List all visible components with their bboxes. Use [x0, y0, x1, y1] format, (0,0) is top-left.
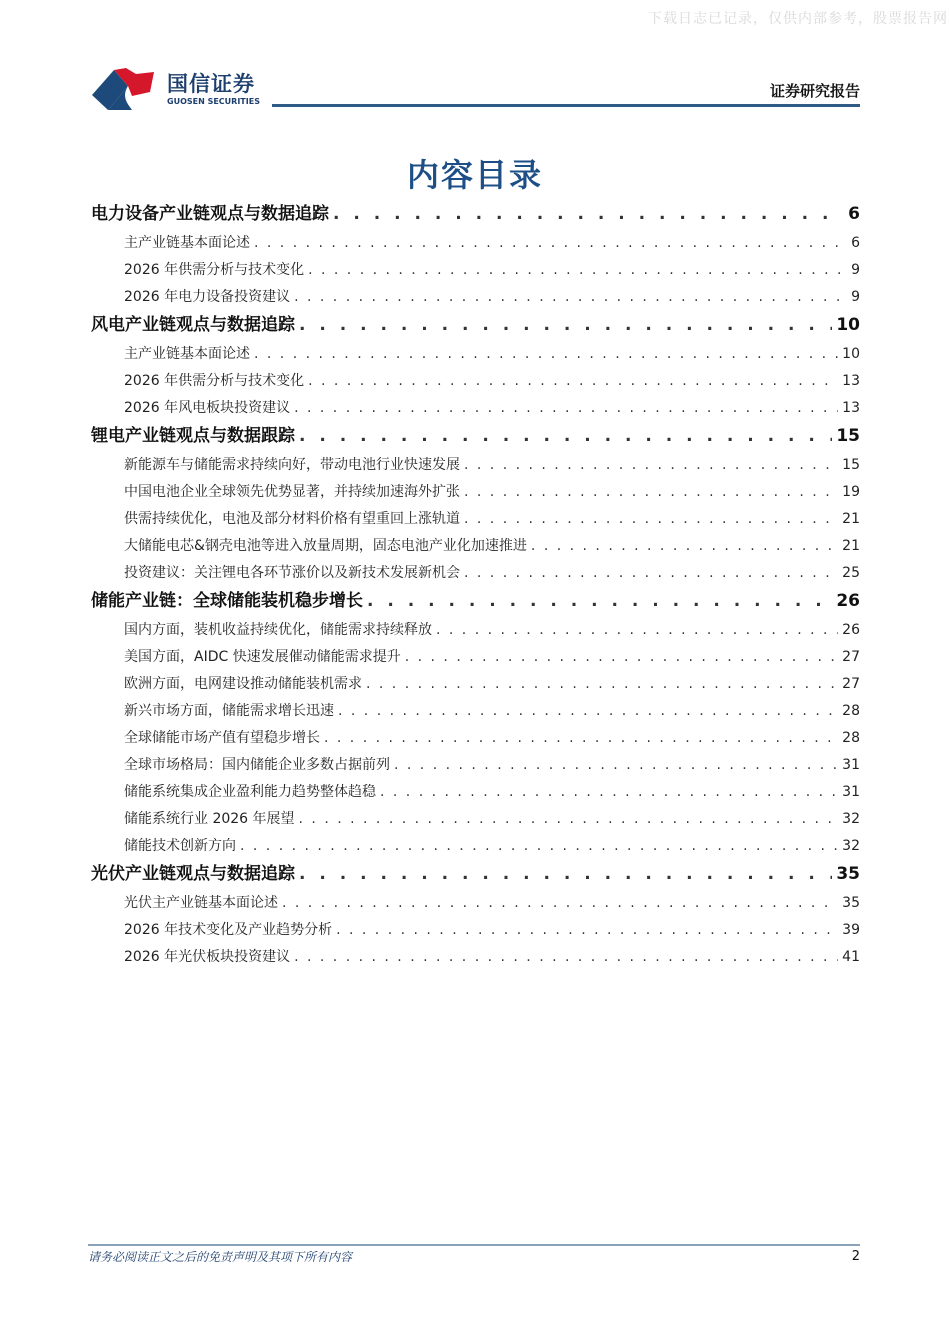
dot-leader	[299, 311, 832, 339]
toc-entry-label: 2026 年风电板块投资建议	[124, 400, 291, 416]
dot-leader	[294, 284, 842, 311]
page-number: 2	[851, 1249, 860, 1264]
toc-page-number: 35	[836, 864, 860, 884]
dot-leader	[464, 479, 838, 506]
dot-leader	[380, 779, 838, 806]
toc-subsection[interactable]	[91, 506, 860, 533]
toc-entry-label: 锂电产业链观点与数据跟踪	[91, 426, 295, 446]
toc-section[interactable]	[91, 422, 860, 452]
toc-page-number: 32	[842, 838, 860, 854]
dot-leader	[282, 890, 838, 917]
toc-subsection[interactable]	[91, 341, 860, 368]
toc-subsection[interactable]	[91, 779, 860, 806]
toc-section[interactable]	[91, 311, 860, 341]
toc-page-number: 28	[842, 730, 860, 746]
dot-leader	[464, 452, 838, 479]
table-of-contents	[91, 200, 860, 971]
toc-subsection[interactable]	[91, 479, 860, 506]
toc-subsection[interactable]	[91, 890, 860, 917]
toc-page-number: 15	[836, 426, 860, 446]
toc-page-number: 27	[842, 649, 860, 665]
toc-page-number: 27	[842, 676, 860, 692]
dot-leader	[324, 725, 838, 752]
dot-leader	[308, 257, 842, 284]
toc-subsection[interactable]	[91, 395, 860, 422]
toc-entry-label: 光伏主产业链基本面论述	[124, 895, 278, 911]
toc-subsection[interactable]	[91, 833, 860, 860]
toc-entry-label: 光伏产业链观点与数据追踪	[91, 864, 295, 884]
toc-entry-label: 电力设备产业链观点与数据追踪	[91, 204, 329, 224]
toc-page-number: 6	[848, 204, 860, 224]
toc-subsection[interactable]	[91, 698, 860, 725]
toc-page-number: 13	[842, 373, 860, 389]
dot-leader	[367, 587, 832, 615]
toc-section[interactable]	[91, 860, 860, 890]
toc-subsection[interactable]	[91, 917, 860, 944]
dot-leader	[254, 341, 838, 368]
toc-section[interactable]	[91, 200, 860, 230]
toc-page-number: 28	[842, 703, 860, 719]
dot-leader	[308, 368, 838, 395]
toc-page-number: 10	[836, 315, 860, 335]
dot-leader	[254, 230, 842, 257]
toc-subsection[interactable]	[91, 257, 860, 284]
toc-entry-label: 全球市场格局：国内储能企业多数占据前列	[124, 757, 390, 773]
toc-page-number: 21	[842, 511, 860, 527]
dot-leader	[436, 617, 838, 644]
dot-leader	[299, 422, 832, 450]
toc-page-number: 26	[842, 622, 860, 638]
toc-entry-label: 国内方面，装机收益持续优化，储能需求持续释放	[124, 622, 432, 638]
toc-entry-label: 中国电池企业全球领先优势显著，并持续加速海外扩张	[124, 484, 460, 500]
toc-entry-label: 新能源车与储能需求持续向好，带动电池行业快速发展	[124, 457, 460, 473]
toc-page-number: 19	[842, 484, 860, 500]
toc-entry-label: 储能系统行业 2026 年展望	[124, 811, 295, 827]
toc-page-number: 13	[842, 400, 860, 416]
toc-page-number: 32	[842, 811, 860, 827]
dot-leader	[464, 560, 838, 587]
guosen-logo	[92, 68, 262, 112]
watermark: 下载日志已记录，仅供内部参考，股票报告网	[648, 11, 948, 27]
toc-entry-label: 全球储能市场产值有望稳步增长	[124, 730, 320, 746]
toc-entry-label: 欧洲方面，电网建设推动储能装机需求	[124, 676, 362, 692]
toc-subsection[interactable]	[91, 725, 860, 752]
dot-leader	[294, 944, 838, 971]
logo-mark-icon	[92, 68, 162, 112]
dot-leader	[531, 533, 838, 560]
dot-leader	[405, 644, 838, 671]
dot-leader	[299, 860, 832, 888]
footer-disclaimer: 请务必阅读正文之后的免责声明及其项下所有内容	[88, 1250, 353, 1264]
dot-leader	[299, 806, 839, 833]
toc-entry-label: 2026 年电力设备投资建议	[124, 289, 291, 305]
toc-entry-label: 2026 年光伏板块投资建议	[124, 949, 291, 965]
dot-leader	[338, 698, 838, 725]
toc-entry-label: 投资建议：关注锂电各环节涨价以及新技术发展新机会	[124, 565, 460, 581]
dot-leader	[366, 671, 838, 698]
toc-page-number: 31	[842, 757, 860, 773]
toc-page-number: 35	[842, 895, 860, 911]
page-title: 内容目录	[406, 156, 543, 194]
header-divider	[272, 104, 860, 107]
toc-page-number: 41	[842, 949, 860, 965]
toc-entry-label: 储能技术创新方向	[124, 838, 236, 854]
toc-subsection[interactable]	[91, 944, 860, 971]
toc-page-number: 21	[842, 538, 860, 554]
toc-page-number: 15	[842, 457, 860, 473]
toc-subsection[interactable]	[91, 533, 860, 560]
toc-entry-label: 主产业链基本面论述	[124, 235, 250, 251]
toc-page-number: 25	[842, 565, 860, 581]
toc-entry-label: 供需持续优化，电池及部分材料价格有望重回上涨轨道	[124, 511, 460, 527]
toc-page-number: 39	[842, 922, 860, 938]
toc-subsection[interactable]	[91, 284, 860, 311]
dot-leader	[294, 395, 838, 422]
toc-subsection[interactable]	[91, 752, 860, 779]
dot-leader	[464, 506, 838, 533]
toc-page-number: 10	[842, 346, 860, 362]
brand-name-en: GUOSEN SECURITIES	[167, 97, 260, 106]
dot-leader	[333, 200, 842, 228]
toc-subsection[interactable]	[91, 617, 860, 644]
toc-subsection[interactable]	[91, 671, 860, 698]
toc-subsection[interactable]	[91, 644, 860, 671]
toc-entry-label: 新兴市场方面，储能需求增长迅速	[124, 703, 334, 719]
toc-page-number: 9	[851, 262, 860, 278]
toc-subsection[interactable]	[91, 368, 860, 395]
toc-page-number: 6	[851, 235, 860, 251]
toc-entry-label: 2026 年技术变化及产业趋势分析	[124, 922, 333, 938]
toc-subsection[interactable]	[91, 560, 860, 587]
toc-page-number: 9	[851, 289, 860, 305]
toc-subsection[interactable]	[91, 230, 860, 257]
dot-leader	[336, 917, 838, 944]
toc-entry-label: 美国方面，AIDC 快速发展催动储能需求提升	[124, 649, 401, 665]
toc-entry-label: 大储能电芯&钢壳电池等进入放量周期，固态电池产业化加速推进	[124, 538, 527, 554]
footer-divider	[88, 1244, 860, 1246]
toc-page-number: 31	[842, 784, 860, 800]
toc-entry-label: 2026 年供需分析与技术变化	[124, 262, 305, 278]
toc-entry-label: 储能系统集成企业盈利能力趋势整体趋稳	[124, 784, 376, 800]
toc-page-number: 26	[836, 591, 860, 611]
dot-leader	[394, 752, 838, 779]
toc-subsection[interactable]	[91, 452, 860, 479]
toc-section[interactable]	[91, 587, 860, 617]
report-type: 证券研究报告	[769, 82, 860, 100]
toc-entry-label: 2026 年供需分析与技术变化	[124, 373, 305, 389]
brand-name-cn: 国信证券	[167, 72, 255, 96]
toc-entry-label: 储能产业链：全球储能装机稳步增长	[91, 591, 363, 611]
dot-leader	[240, 833, 838, 860]
toc-entry-label: 风电产业链观点与数据追踪	[91, 315, 295, 335]
toc-subsection[interactable]	[91, 806, 860, 833]
toc-entry-label: 主产业链基本面论述	[124, 346, 250, 362]
